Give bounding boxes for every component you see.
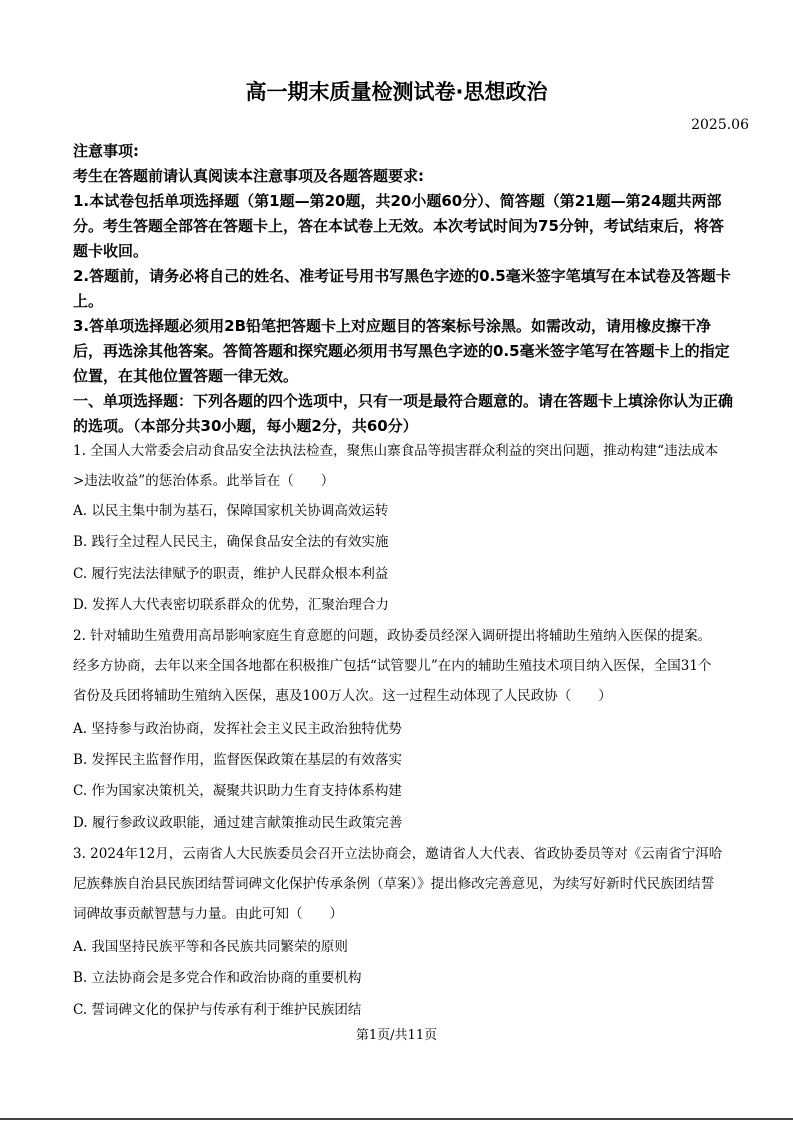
bottom-divider [0, 1118, 793, 1120]
question-2-option-a: A. 坚持参与政治协商，发挥社会主义民主政治独特优势 [73, 721, 402, 737]
section-heading: 一、单项选择题：下列各题的四个选项中，只有一项是最符合题意的。请在答题卡上填涂你认为正确的选项。（本部分共30小题，每小题2分，共60分） [73, 392, 734, 435]
question-2-option-b: B. 发挥民主监督作用，监督医保政策在基层的有效落实 [73, 752, 403, 768]
question-1-option-b: B. 践行全过程人民民主，确保食品安全法的有效实施 [73, 534, 389, 550]
question-1-option-a: A. 以民主集中制为基石，保障国家机关协调高效运转 [73, 503, 389, 519]
question-3-option-c: C. 誓词碑文化的保护与传承有利于维护民族团结 [73, 1002, 362, 1018]
notice-heading: 注意事项: [73, 142, 139, 160]
question-1-option-c: C. 履行宪法法律赋予的职责，维护人民群众根本利益 [73, 566, 389, 582]
question-2-stem: 2. 针对辅助生殖费用高昂影响家庭生育意愿的问题，政协委员经深入调研提出将辅助生殖纳入医保的提案。经多方协商，去年以来全国各地都在积极推广包括“试管婴儿”在内的辅助生殖技术项目纳入医保，全国31个省份及兵团将辅助生殖纳入医保，惠及100万人次。这一过程生动体现了人民政协（ ） [73, 628, 712, 704]
notice-intro: 考生在答题前请认真阅读本注意事项及各题答题要求: [73, 167, 425, 185]
exam-date: 2025.06 [691, 117, 749, 133]
question-2-option-d: D. 履行参政议政职能，通过建言献策推动民生政策完善 [73, 815, 403, 831]
notice-item-3: 3.答单项选择题必须用2B铅笔把答题卡上对应题目的答案标号涂黑。如需改动，请用橡皮擦干净后，再选涂其他答案。答简答题和探究题必须用书写黑色字迹的0.5毫米签字笔写在答题卡上的指定位置，在其他位置答题一律无效。 [73, 317, 730, 385]
question-3-stem: 3. 2024年12月，云南省人大民族委员会召开立法协商会，邀请省人大代表、省政协委员等对《云南省宁洱哈尼族彝族自治县民族团结誓词碑文化保护传承条例（草案）》提出修改完善意见，为续写好新时代民族团结誓词碑故事贡献智慧与力量。由此可知（ ） [73, 846, 723, 922]
question-3-option-a: A. 我国坚持民族平等和各民族共同繁荣的原则 [73, 939, 348, 955]
notice-item-1: 1.本试卷包括单项选择题（第1题—第20题，共20小题60分）、简答题（第21题—第24题共两部分。考生答题全部答在答题卡上，答在本试卷上无效。本次考试时间为75分钟，考试结束后，将答题卡收回。 [73, 192, 724, 260]
question-3-option-b: B. 立法协商会是多党合作和政治协商的重要机构 [73, 970, 362, 986]
page-title: 高一期末质量检测试卷·思想政治 [245, 80, 548, 104]
page-number: 第1页/共11页 [355, 1028, 438, 1043]
question-1-stem: 1. 全国人大常委会启动食品安全法执法检查，聚焦山寨食品等损害群众利益的突出问题，推动构建“违法成本>违法收益”的惩治体系。此举旨在（ ） [73, 443, 719, 489]
question-1-option-d: D. 发挥人大代表密切联系群众的优势，汇聚治理合力 [73, 597, 389, 613]
notice-item-2: 2.答题前，请务必将自己的姓名、准考证号用书写黑色字迹的0.5毫米签字笔填写在本试卷及答题卡上。 [73, 267, 731, 310]
question-2-option-c: C. 作为国家决策机关，凝聚共识助力生育支持体系构建 [73, 783, 402, 799]
